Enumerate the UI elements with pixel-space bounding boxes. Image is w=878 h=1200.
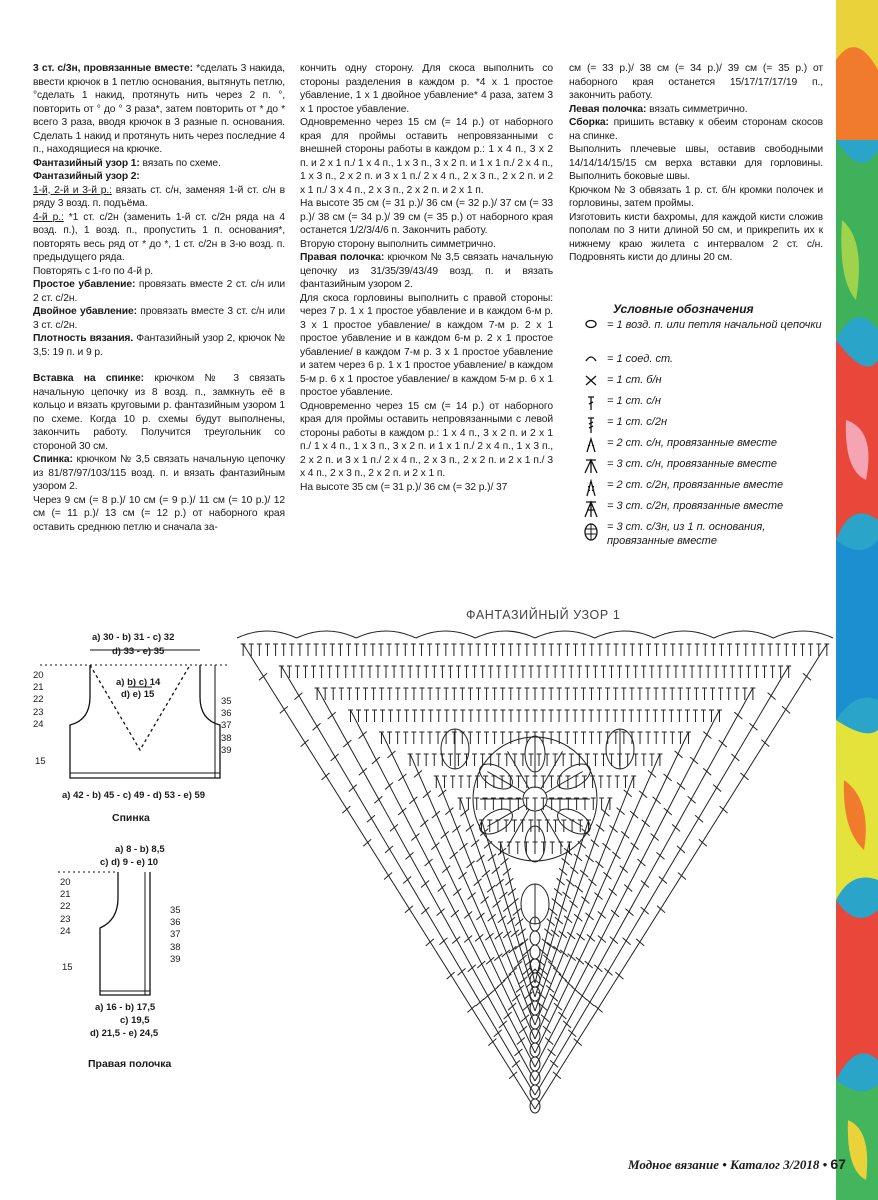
- measure: 35: [170, 905, 181, 916]
- legend-row: [575, 436, 825, 457]
- front-top-width-2: c) d) 9 - e) 10: [100, 857, 159, 868]
- measure: 22: [60, 901, 71, 913]
- term-heading: Плотность вязания.: [33, 333, 134, 344]
- term-body: крючком № 3 связать начальную цепочку из 8 возд. п., замкнуть её в кольцо и вязать круговыми р. фантазийным узором 1 по схеме. Когда 10 р. схемы будут выполнены, закончить работу. Получится треугольник со стороной 30 см.: [33, 373, 285, 452]
- term-body: провязать вместе 3 ст. с/н или 3 ст. с/2н.: [33, 306, 286, 331]
- paragraph-right-front: [300, 251, 553, 292]
- legend-text: = 1 ст. б/н: [607, 374, 662, 386]
- tr2tog-icon: [575, 478, 607, 497]
- back-neck-width: a) b) c) 14: [116, 677, 161, 688]
- text-column-3: [569, 62, 823, 265]
- paragraph-gauge: [33, 332, 285, 359]
- paragraph-assembly: [569, 116, 823, 143]
- legend-text: = 3 ст. с/2н, провязанные вместе: [607, 500, 784, 512]
- text-column-1: [33, 62, 285, 534]
- legend-text: = 3 ст. с/3н, из 1 п. основания, провязанные вместе: [607, 521, 766, 547]
- front-side-height: 15: [62, 962, 73, 973]
- decorative-photo-strip: [836, 0, 878, 1200]
- back-height-nums: [221, 696, 232, 757]
- measure: 36: [221, 708, 232, 720]
- measure: 39: [221, 744, 232, 756]
- back-bottom-width: a) 42 - b) 45 - c) 49 - d) 53 - e) 59: [62, 790, 206, 801]
- measure: 20: [60, 877, 71, 888]
- magazine-name: Модное вязание • Каталог 3/2018 •: [628, 1157, 828, 1172]
- legend-row: [575, 478, 825, 499]
- term-heading: Вставка на спинке:: [33, 373, 144, 384]
- paragraph: На высоте 35 см (= 31 р.)/ 36 см (= 32 р.)/ 37: [300, 481, 508, 493]
- measure: 24: [33, 718, 44, 730]
- measure: 38: [170, 941, 181, 953]
- row-label: 4-й р.:: [33, 211, 64, 223]
- term-body: провязать вместе 2 ст. с/н или 2 ст. с/2н.: [33, 279, 285, 304]
- paragraph: Выполнить плечевые швы, оставив свободными 14/14/14/15/15 см верха вставки для горловины. Выполнить боковые швы.: [569, 144, 823, 182]
- term-heading: Простое убавление:: [33, 279, 136, 290]
- row-label: 1-й, 2-й и 3-й р.:: [33, 184, 112, 196]
- term-body: Повторять с 1-го по 4-й р.: [33, 265, 154, 277]
- paragraph: Одновременно через 15 см (= 14 р.) от наборного края для проймы оставить непровязанными с левой стороны работы в каждом р.: 1 х 4 п., 3 х 2 п. и 2 х 1 п./ 1 х 4 п., 1 х 3 п., 3 х 2 п. и 1 х 1 п./ 2 х 4 п., 1 х 3 п., 2 х 2 п. и 3 х 1 п./ 2 х 4 п., 2 х 3 п., 2 х 2 п. и 2 х 1 п./ 3 х 4 п., 2 х 3 п., 2 х 2 п. и 2 х 1 п.: [300, 400, 553, 479]
- term-body: *1 ст. с/2н (заменить 1-й ст. с/2н ряда на 4 возд. п.), 1 возд. п., пропустить 1 п. основания*, повторять весь ряд от * до *, 1 ст. с/2н в 3-ю возд. п. предыдущего ряда.: [33, 211, 285, 263]
- measure: 22: [33, 694, 44, 706]
- measure: 24: [60, 925, 71, 937]
- front-bottom-width: a) 16 - b) 17,5: [95, 1002, 156, 1013]
- term-heading: Фантазийный узор 2:: [33, 171, 140, 182]
- term-body: крючком № 3,5 связать начальную цепочку из 81/87/97/103/115 возд. п. и вязать фантазийным узором 2.: [33, 454, 285, 492]
- paragraph-left-front: [569, 103, 823, 117]
- paragraph-back-insert: [33, 372, 285, 453]
- term-body: Фантазийный узор 2, крючок № 3,5: 19 п. и 9 р.: [33, 333, 285, 358]
- measure: 23: [60, 913, 71, 925]
- legend-text: = 1 соед. ст.: [607, 353, 674, 365]
- legend-row: [575, 415, 825, 436]
- back-neck-width-2: d) e) 15: [121, 689, 155, 700]
- chart-title: ФАНТАЗИЙНЫЙ УЗОР 1: [466, 608, 621, 622]
- legend-row: [575, 318, 825, 352]
- front-caption: Правая полочка: [88, 1058, 172, 1070]
- paragraph-pattern2: [33, 170, 285, 278]
- front-bottom-width-2: c) 19,5: [120, 1015, 150, 1026]
- legend-text: = 2 ст. с/н, провязанные вместе: [607, 437, 777, 449]
- front-armhole-nums: [60, 877, 71, 938]
- term-heading: Спинка:: [33, 454, 73, 465]
- term-heading: Левая полочка:: [569, 103, 647, 115]
- legend-text: = 3 ст. с/н, провязанные вместе: [607, 458, 777, 470]
- paragraph-tr3-def: [33, 62, 285, 157]
- paragraph: На высоте 35 см (= 31 р.)/ 36 см (= 32 р.)/ 37 см (= 33 р.)/ 38 см (= 34 р.)/ 39 см (= 35 р.) от наборного края останется 1/2/3/4/6 п. Закончить работу.: [300, 198, 553, 236]
- measure: 35: [221, 696, 232, 707]
- double-crochet-icon: [575, 394, 607, 411]
- paragraph: Крючком № 3 обвязать 1 р. ст. б/н кромки полочек и горловины, затем проймы.: [569, 184, 823, 209]
- paragraph: Вторую сторону выполнить симметрично.: [300, 238, 496, 250]
- front-bottom-width-3: d) 21,5 - e) 24,5: [90, 1028, 159, 1039]
- measure: 36: [170, 917, 181, 929]
- paragraph: Для скоса горловины выполнить с правой стороны: через 7 р. 1 х 1 простое убавление и в каждом 6-м р. 3 х 1 простое убавление/ в каждом 7-м р. 2 х 1 простое убавление и в каждом 6-м р. 2 х 1 простое убавление/ в каждом 7-м р. 3 х 1 простое убавление и затем через 6 р. 1 х 1 простое убавление/ в каждом 5-м р. 6 х 1 простое убавление/ в каждом 5-м р. 6 х 1 простое убавление.: [300, 292, 553, 398]
- term-heading: 3 ст. с/3н, провязанные вместе:: [33, 63, 193, 74]
- tr3tog-icon: [575, 499, 607, 518]
- back-caption: Спинка: [112, 812, 150, 824]
- back-armhole-nums: [33, 670, 44, 731]
- term-body: пришить вставку к обеим сторонам скосов на спинке.: [569, 117, 823, 142]
- legend-title: Условные обозначения: [613, 302, 754, 316]
- term-body: крючком № 3,5 связать начальную цепочку из 31/35/39/43/49 возд. п. и вязать фантазийным узором 2.: [300, 252, 554, 290]
- slip-stitch-icon: [575, 352, 607, 363]
- back-top-width-2: d) 33 - e) 35: [112, 646, 165, 657]
- paragraph-double-decrease: [33, 305, 285, 332]
- legend-text: = 1 возд. п. или петля начальной цепочки: [607, 319, 822, 331]
- paragraph-back-cont: Через 9 см (= 8 р.)/ 10 см (= 9 р.)/ 11 см (= 10 р.)/ 12 см (= 11 р.)/ 13 см (= 12 р.) от наборного края оставить среднюю петлю и сначала за-: [33, 494, 285, 533]
- page-footer: [628, 1156, 846, 1173]
- paragraph: см (= 33 р.)/ 38 см (= 34 р.)/ 39 см (= 35 р.) от наборного края останется 15/17/17/17/19 п., закончить работу.: [569, 63, 823, 101]
- term-body: вязать симметрично.: [646, 103, 748, 115]
- paragraph-pattern1: [33, 157, 285, 171]
- legend-text: = 1 ст. с/2н: [607, 416, 668, 428]
- paragraph-simple-decrease: [33, 278, 285, 305]
- term-body: вязать ст. с/н, заменяя 1-й ст. с/н в ряду 3 возд. п. подъёма.: [33, 184, 285, 209]
- measure: 37: [170, 929, 181, 941]
- dc2tog-icon: [575, 436, 607, 453]
- legend-text: = 1 ст. с/н: [607, 395, 661, 407]
- legend-text: = 2 ст. с/2н, провязанные вместе: [607, 479, 784, 491]
- treble-crochet-icon: [575, 415, 607, 434]
- legend-row: [575, 352, 825, 373]
- term-heading: Сборка:: [569, 117, 609, 128]
- paragraph: Изготовить кисти бахромы, для каждой кисти сложив пополам по 3 нити длиной 50 см, и прикрепить их к нижнему краю жилета с интервалом 2 ст. с/н. Подровнять кисти до длины 20 см.: [569, 211, 823, 263]
- cluster-icon: [575, 520, 607, 541]
- term-heading: Правая полочка:: [300, 252, 385, 263]
- measure: 39: [170, 953, 181, 965]
- legend-row: [575, 373, 825, 394]
- measure: 21: [33, 682, 44, 694]
- page-number: 67: [830, 1156, 846, 1172]
- measure: 37: [221, 720, 232, 732]
- legend-row: [575, 520, 825, 554]
- crochet-chart: [230, 624, 840, 1129]
- measure: 23: [33, 706, 44, 718]
- term-body: вязать по схеме.: [139, 157, 221, 169]
- back-top-width: a) 30 - b) 31 - c) 32: [92, 632, 175, 643]
- back-side-height: 15: [35, 756, 46, 767]
- term-heading: Двойное убавление:: [33, 306, 137, 317]
- text-column-2: [300, 62, 553, 494]
- measure: 38: [221, 732, 232, 744]
- measure: 21: [60, 889, 71, 901]
- front-height-nums: [170, 905, 181, 966]
- dc3tog-icon: [575, 457, 607, 474]
- paragraph: Одновременно через 15 см (= 14 р.) от наборного края для проймы оставить непровязанными с внешней стороны работы в каждом р.: 1 х 4 п., 3 х 2 п. и 2 х 1 п./ 1 х 4 п., 1 х 3 п., 3 х 2 п. и 1 х 1 п./ 2 х 4 п., 1 х 3 п., 2 х 2 п. и 3 х 1 п./ 2 х 4 п., 2 х 3 п., 2 х 2 п. и 2 х 1 п./ 3 х 4 п., 2 х 3 п., 2 х 2 п. и 2 х 1 п.: [300, 117, 553, 196]
- single-crochet-icon: [575, 373, 607, 386]
- measure: 20: [33, 670, 44, 681]
- legend-row: [575, 394, 825, 415]
- front-top-width: a) 8 - b) 8,5: [115, 844, 165, 855]
- term-heading: Фантазийный узор 1:: [33, 157, 140, 169]
- legend-row: [575, 499, 825, 520]
- paragraph-back: [33, 453, 285, 494]
- paragraph: кончить одну сторону. Для скоса выполнить со стороны разделения в каждом р. *4 х 1 простое убавление, 1 х 1 двойное убавление* 4 раза, затем 3 х 1 простое убавление.: [300, 63, 553, 115]
- chain-stitch-icon: [575, 318, 607, 329]
- symbol-legend: [575, 302, 825, 554]
- legend-row: [575, 457, 825, 478]
- term-body: *сделать 3 накида, ввести крючок в 1 петлю основания, вытянуть петлю, °сделать 1 накид, протянуть нить через 2 п. °, повторить от ° до ° 3 раза*, затем повторить от * до * всего 3 раза, вводя крючок в 3 разные п. основания. Сделать 1 накид и протянуть нить через последние 4 п., находящиеся на крючке.: [33, 63, 286, 155]
